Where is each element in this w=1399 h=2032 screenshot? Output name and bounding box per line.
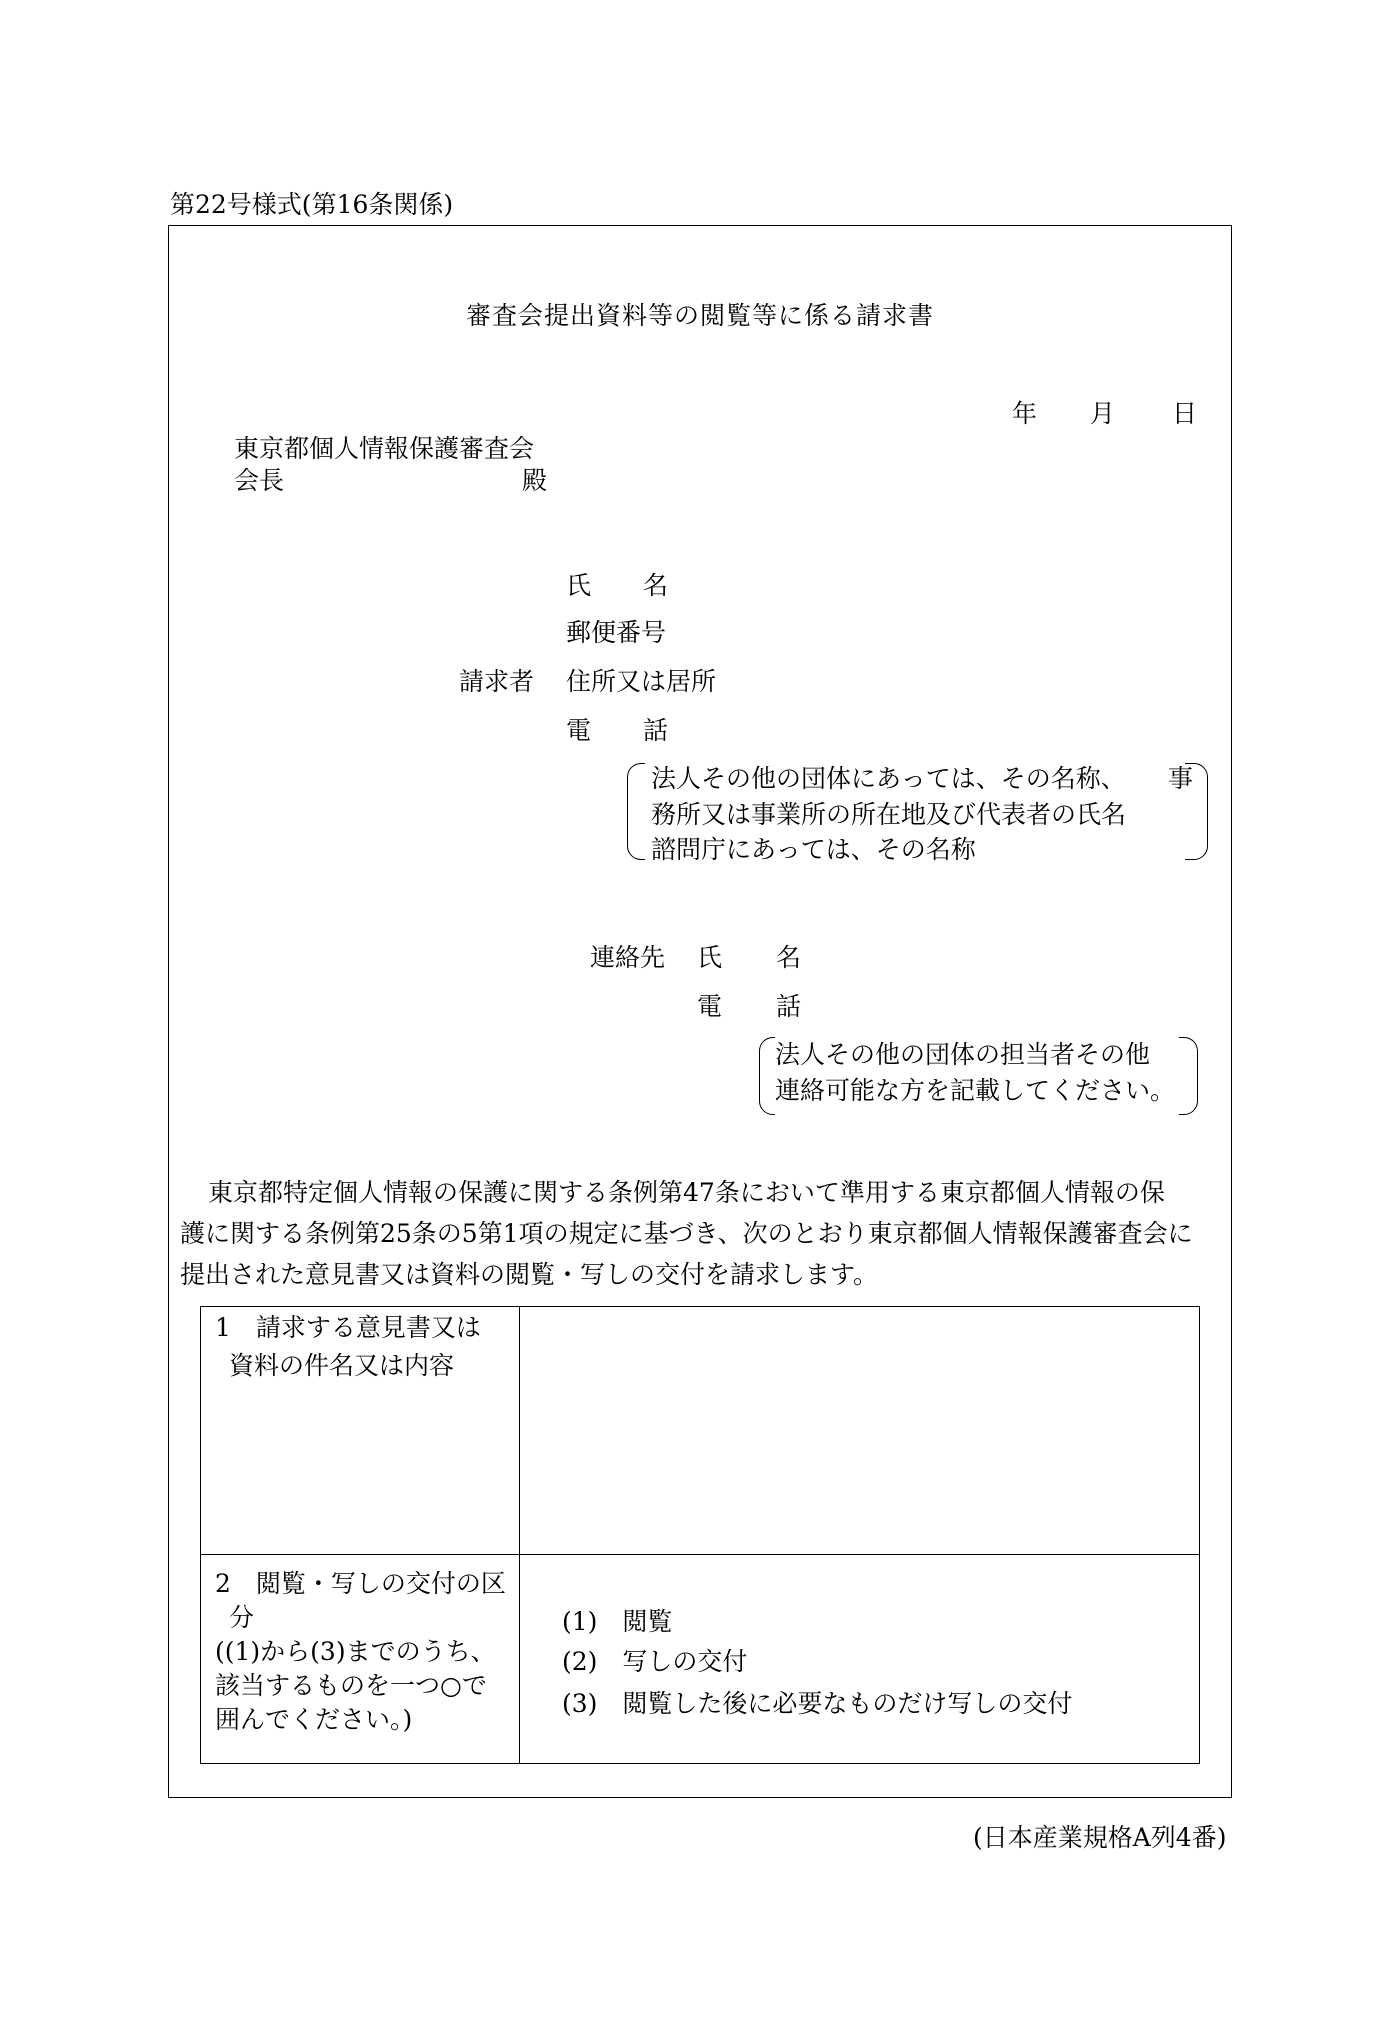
- body-paragraph-line: 護に関する条例第25条の5第1項の規定に基づき、次のとおり東京都個人情報保護審査会に: [180, 1219, 1193, 1248]
- requester-name-label-2: 名: [643, 571, 669, 600]
- form-number: 第22号様式(第16条関係): [170, 190, 454, 219]
- requester-phone-label-2: 話: [643, 716, 669, 745]
- addressee-honorific: 殿: [522, 466, 548, 495]
- body-paragraph-line: 東京都特定個人情報の保護に関する条例第47条において準用する東京都個人情報の保: [208, 1178, 1165, 1207]
- date-day-label: 日: [1172, 399, 1198, 428]
- option-view-then-copy[interactable]: (3) 閲覧した後に必要なものだけ写しの交付: [562, 1689, 1073, 1718]
- date-month-label: 月: [1090, 399, 1116, 428]
- contact-label: 連絡先: [590, 943, 666, 972]
- requester-phone-label: 電: [566, 716, 592, 745]
- footer-paper-spec: (日本産業規格A列4番): [973, 1823, 1227, 1852]
- table-row: [201, 1307, 1200, 1555]
- addressee-title: 会長: [234, 466, 285, 495]
- row1-label-line: 1 請求する意見書又は: [215, 1313, 481, 1342]
- row1-content-cell[interactable]: [520, 1307, 1200, 1555]
- contact-note-line: 連絡可能な方を記載してください。: [775, 1076, 1176, 1105]
- requester-label: 請求者: [459, 667, 535, 696]
- row2-label-line: 2 閲覧・写しの交付の区: [215, 1569, 506, 1598]
- row2-label-line: 該当するものを一つ○で: [215, 1671, 487, 1700]
- row2-label-line: 囲んでください。): [215, 1705, 413, 1734]
- row2-label-line: ((1)から(3)までのうち、: [215, 1637, 496, 1666]
- requester-postal-label: 郵便番号: [566, 618, 667, 647]
- requester-note-line: 法人その他の団体にあっては、その名称、: [651, 764, 1126, 793]
- date-year-label: 年: [1012, 399, 1038, 428]
- contact-name-label-2: 名: [776, 943, 802, 972]
- contact-note-line: 法人その他の団体の担当者その他: [775, 1040, 1151, 1069]
- contact-phone-label: 電: [697, 992, 723, 1021]
- row1-label-line: 資料の件名又は内容: [229, 1351, 455, 1380]
- option-copy[interactable]: (2) 写しの交付: [562, 1647, 748, 1676]
- option-view[interactable]: (1) 閲覧: [562, 1607, 673, 1636]
- addressee-organization: 東京都個人情報保護審査会: [234, 434, 535, 463]
- row2-label-cell: [201, 1555, 520, 1764]
- requester-address-label: 住所又は居所: [566, 667, 717, 696]
- requester-name-label: 氏: [566, 571, 592, 600]
- requester-note-line: 務所又は事業所の所在地及び代表者の氏名: [651, 800, 1127, 829]
- row2-label-line: 分: [229, 1603, 255, 1632]
- requester-note-line-end: 事: [1168, 764, 1194, 793]
- contact-phone-label-2: 話: [776, 992, 802, 1021]
- requester-note-line: 諮問庁にあっては、その名称: [651, 835, 976, 864]
- contact-name-label: 氏: [697, 943, 723, 972]
- document-title: 審査会提出資料等の閲覧等に係る請求書: [466, 301, 935, 330]
- body-paragraph-line: 提出された意見書又は資料の閲覧・写しの交付を請求します。: [180, 1260, 879, 1289]
- row1-label-cell: [201, 1307, 520, 1555]
